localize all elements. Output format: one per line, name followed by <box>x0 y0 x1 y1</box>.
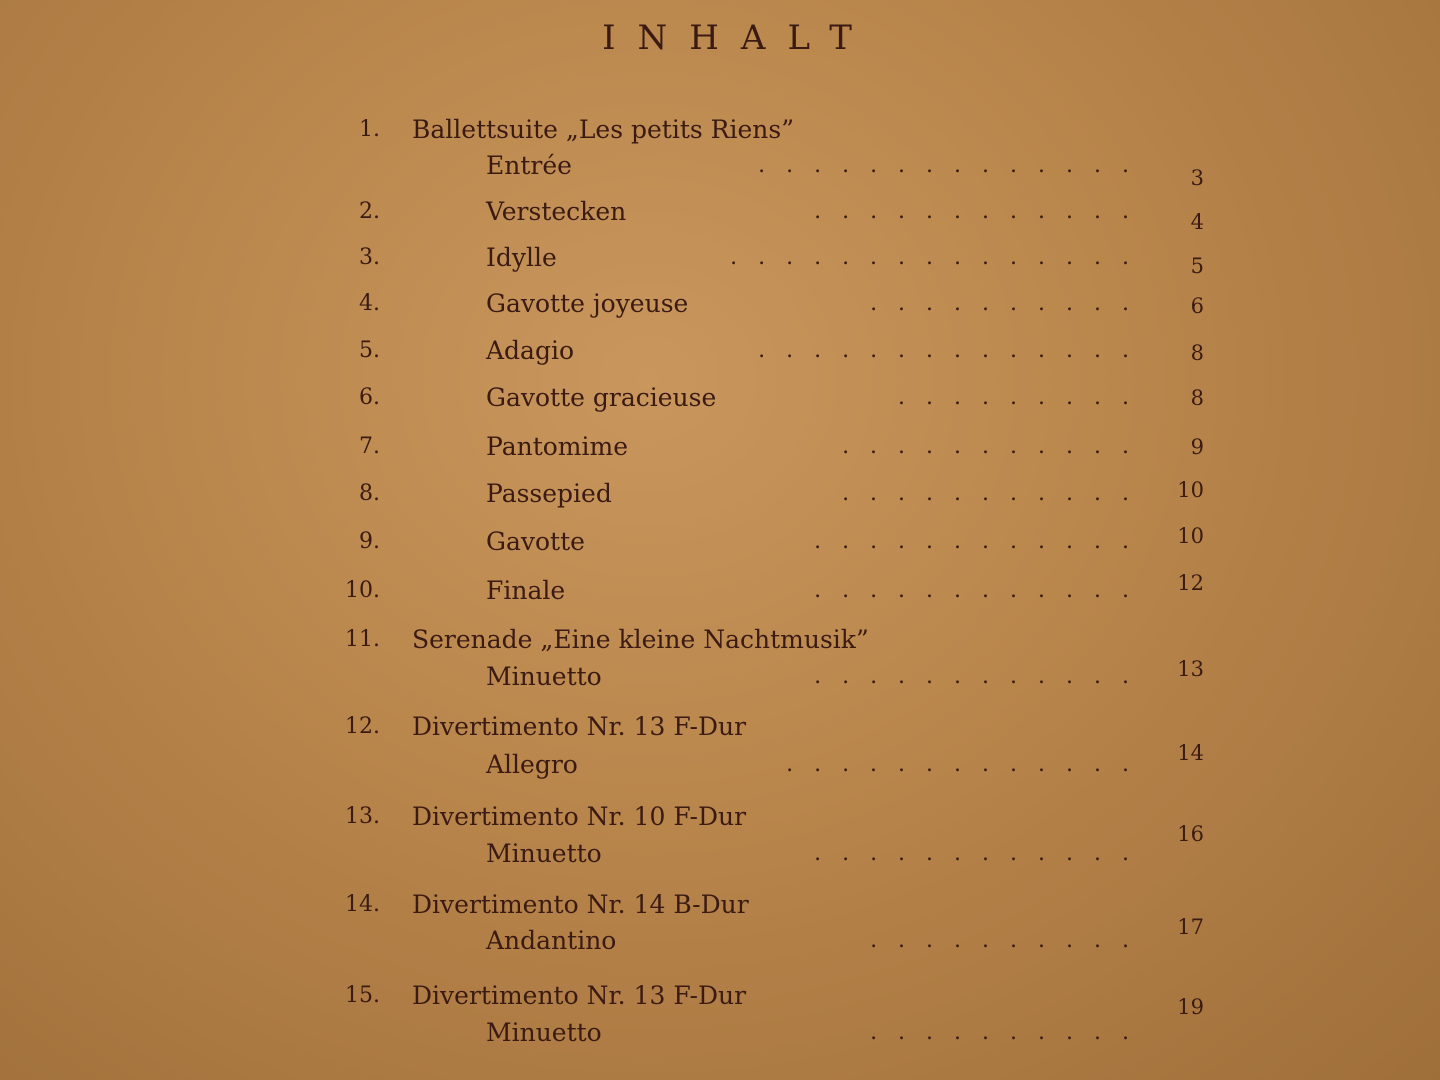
toc-heading-row <box>0 707 1440 747</box>
entry-number: 2. <box>359 199 380 224</box>
leader-dots: .............. <box>758 153 1150 178</box>
entry-page-number: 3 <box>1190 166 1204 190</box>
entry-movement: Adagio <box>486 331 574 371</box>
toc-heading-row <box>0 110 1440 150</box>
toc-row <box>0 474 1440 514</box>
entry-page-number: 8 <box>1190 341 1204 365</box>
toc-row <box>0 427 1440 467</box>
entry-movement: Gavotte gracieuse <box>486 378 716 418</box>
entry-movement: Passepied <box>486 474 612 514</box>
entry-page-number: 12 <box>1177 571 1204 595</box>
entry-number: 6. <box>359 385 380 410</box>
toc-movement-row <box>0 741 1440 785</box>
toc-row <box>0 522 1440 562</box>
leader-dots: .............. <box>758 338 1150 363</box>
entry-page-number: 10 <box>1177 524 1204 548</box>
toc-heading-row <box>0 885 1440 925</box>
entry-movement: Allegro <box>486 745 578 785</box>
toc-row <box>0 284 1440 324</box>
toc-row <box>0 378 1440 418</box>
entry-number: 14. <box>345 892 380 917</box>
entry-movement: Andantino <box>486 921 616 961</box>
entry-number: 1. <box>359 117 380 142</box>
leader-dots: ............ <box>814 529 1150 554</box>
entry-number: 13. <box>345 804 380 829</box>
entry-heading: Divertimento Nr. 13 F-Dur <box>412 981 747 1010</box>
entry-number: 15. <box>345 983 380 1008</box>
leader-dots: ......... <box>898 385 1150 410</box>
entry-heading: Divertimento Nr. 13 F-Dur <box>412 712 747 741</box>
leader-dots: ............... <box>730 245 1150 270</box>
toc-row <box>0 571 1440 611</box>
entry-number: 9. <box>359 529 380 554</box>
toc-heading-row <box>0 976 1440 1016</box>
entry-heading: Divertimento Nr. 14 B-Dur <box>412 890 749 919</box>
leader-dots: ............ <box>814 199 1150 224</box>
entry-page-number: 5 <box>1190 254 1204 278</box>
entry-number: 12. <box>345 714 380 739</box>
entry-page-number: 17 <box>1177 915 1204 939</box>
entry-number: 11. <box>345 627 380 652</box>
entry-movement: Minuetto <box>486 1013 602 1053</box>
entry-number: 8. <box>359 481 380 506</box>
entry-page-number: 19 <box>1177 995 1204 1019</box>
entry-number: 4. <box>359 291 380 316</box>
leader-dots: .......... <box>870 291 1150 316</box>
entry-page-number: 9 <box>1190 435 1204 459</box>
toc-movement-row <box>0 915 1440 961</box>
page-title: INHALT <box>602 18 874 58</box>
entry-movement: Minuetto <box>486 657 602 697</box>
entry-heading: Serenade „Eine kleine Nachtmusik” <box>412 625 869 654</box>
entry-page-number: 14 <box>1177 741 1204 765</box>
entry-movement: Pantomime <box>486 427 628 467</box>
leader-dots: ............. <box>786 752 1150 777</box>
entry-page-number: 6 <box>1190 294 1204 318</box>
entry-movement: Verstecken <box>486 192 626 232</box>
entry-movement: Gavotte <box>486 522 585 562</box>
leader-dots: ............ <box>814 578 1150 603</box>
entry-number: 5. <box>359 338 380 363</box>
leader-dots: .......... <box>870 1020 1150 1045</box>
entry-page-number: 4 <box>1190 210 1204 234</box>
toc-heading-row <box>0 797 1440 837</box>
entry-movement: Entrée <box>486 146 572 186</box>
leader-dots: ............ <box>814 664 1150 689</box>
toc-movement-row <box>0 657 1440 697</box>
entry-number: 10. <box>345 578 380 603</box>
entry-heading: Ballettsuite „Les petits Riens” <box>412 115 794 144</box>
toc-row <box>0 192 1440 232</box>
entry-page-number: 8 <box>1190 386 1204 410</box>
entry-movement: Minuetto <box>486 834 602 874</box>
entry-number: 7. <box>359 434 380 459</box>
entry-page-number: 16 <box>1177 822 1204 846</box>
leader-dots: ............ <box>814 841 1150 866</box>
leader-dots: ........... <box>842 434 1150 459</box>
toc-heading-row <box>0 620 1440 660</box>
entry-movement: Idylle <box>486 238 557 278</box>
entry-heading: Divertimento Nr. 10 F-Dur <box>412 802 747 831</box>
leader-dots: .......... <box>870 928 1150 953</box>
entry-page-number: 10 <box>1177 478 1204 502</box>
toc-row <box>0 238 1440 278</box>
entry-movement: Finale <box>486 571 565 611</box>
leader-dots: ........... <box>842 481 1150 506</box>
entry-number: 3. <box>359 245 380 270</box>
entry-page-number: 13 <box>1177 657 1204 681</box>
toc-movement-row <box>0 146 1440 190</box>
entry-movement: Gavotte joyeuse <box>486 284 688 324</box>
toc-row <box>0 331 1440 371</box>
toc-movement-row <box>0 822 1440 874</box>
